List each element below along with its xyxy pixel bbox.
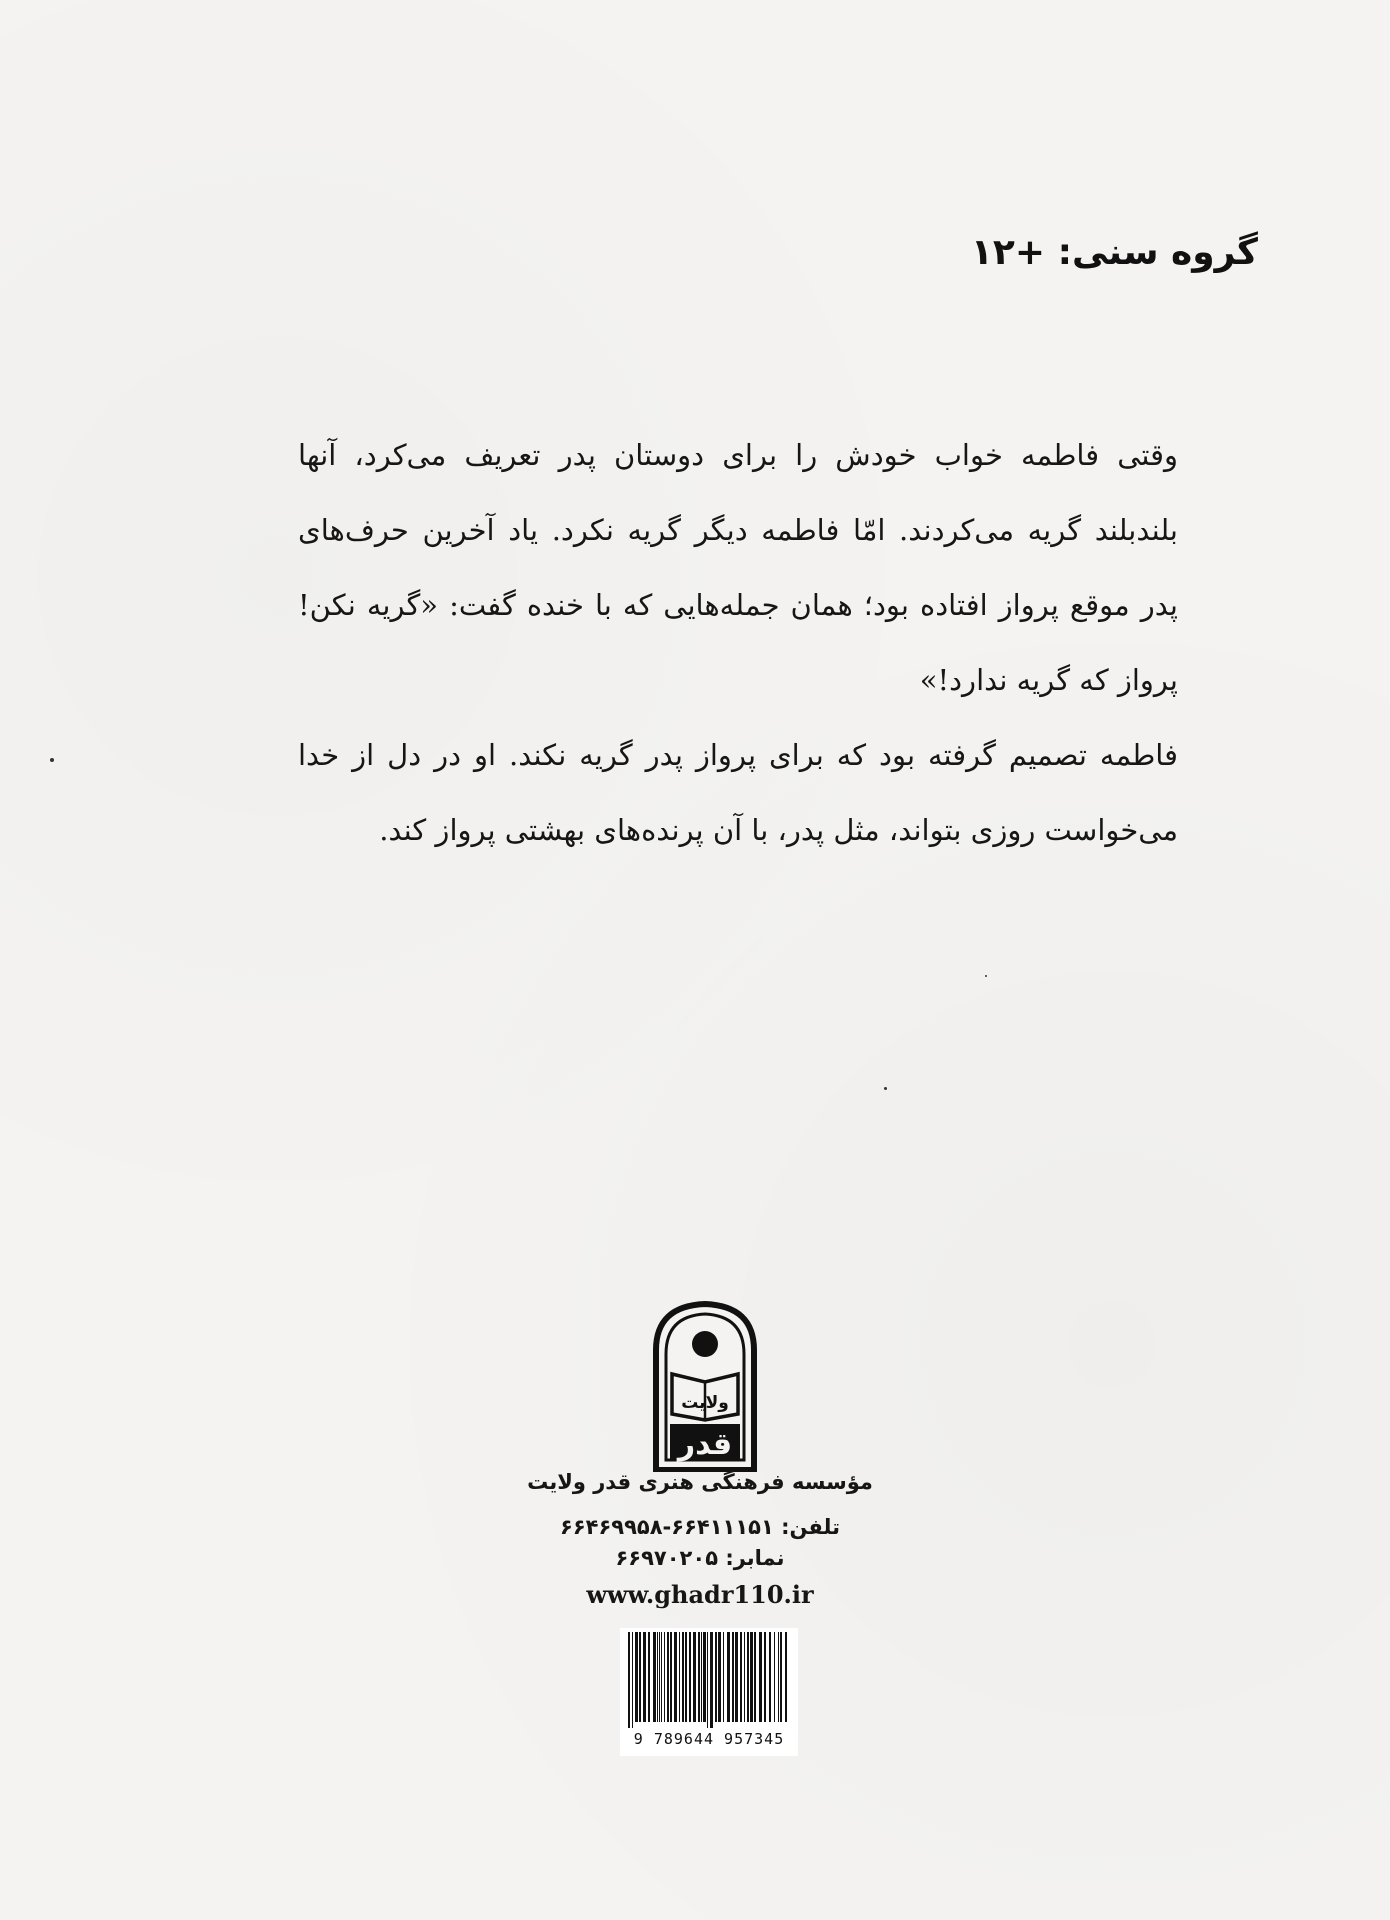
barcode-bar [632, 1632, 633, 1728]
barcode-bar [667, 1632, 669, 1722]
barcode-bar [723, 1632, 724, 1722]
barcode-bar [780, 1632, 782, 1722]
barcode-bar [689, 1632, 691, 1722]
barcode-bar [643, 1632, 646, 1722]
barcode-bar [759, 1632, 762, 1722]
logo-book-text: ولایت [681, 1393, 729, 1413]
barcode-bar [693, 1632, 696, 1722]
barcode-bars [620, 1628, 798, 1728]
barcode-bar [750, 1632, 753, 1722]
barcode-bar [764, 1632, 766, 1722]
barcode-bar [715, 1632, 717, 1722]
barcode-bar [754, 1632, 756, 1722]
barcode-bar [682, 1632, 684, 1722]
barcode-bar [769, 1632, 771, 1722]
barcode-bar [670, 1632, 672, 1722]
age-group-label: گروه سنی: [1057, 232, 1258, 273]
barcode-bar [657, 1632, 658, 1722]
blurb-paragraph-2: فاطمه تصمیم گرفته بود که برای پرواز پدر گریه نکند. او در دل از خدا می‌خواست روزی بتواند، مثل پدر، با آن پرنده‌های بهشتی پرواز کند. [298, 738, 1178, 847]
age-group-value: ۱۲+ [970, 232, 1046, 273]
barcode-bar [639, 1632, 641, 1722]
barcode-bar [732, 1632, 734, 1722]
barcode-bar [659, 1632, 660, 1722]
paper-speck [884, 1087, 887, 1090]
publisher-fax: نمابر: ۶۶۹۷۰۲۰۵ [615, 1546, 785, 1570]
barcode-bar [653, 1632, 656, 1722]
isbn-number: 9 789644 957345 [620, 1730, 798, 1748]
blurb-text [298, 418, 1178, 868]
publisher-phone: تلفن: ۶۶۴۱۱۱۵۱-۶۶۴۶۹۹۵۸ [560, 1515, 840, 1539]
barcode-bar [785, 1632, 787, 1722]
barcode-bar [710, 1632, 713, 1728]
barcode-bar [664, 1632, 665, 1722]
barcode-bar [778, 1632, 779, 1722]
paper-speck [985, 975, 987, 977]
barcode-bar [628, 1632, 630, 1728]
barcode-bar [685, 1632, 687, 1722]
barcode-bar [648, 1632, 650, 1722]
ghadr-velayat-logo-icon [650, 1300, 760, 1472]
publisher-name: مؤسسه فرهنگی هنری قدر ولایت [527, 1470, 873, 1494]
barcode-bar [774, 1632, 775, 1722]
blurb-paragraph-1: وقتی فاطمه خواب خودش را برای دوستان پدر تعریف می‌کرد، آنها بلندبلند گریه می‌کردند. امّا فاطمه دیگر گریه نکرد. یاد آخرین حرف‌های پدر موقع پرواز افتاده بود؛ همان جمله‌هایی که با خنده گفت: «گریه نکن! پرواز که گریه ندارد!» [298, 438, 1178, 697]
barcode-bar [718, 1632, 721, 1722]
barcode-bar [635, 1632, 638, 1722]
age-group [971, 232, 1258, 273]
paper-speck [50, 758, 54, 762]
publisher-website: www.ghadr110.ir [586, 1580, 814, 1609]
barcode-bar [747, 1632, 749, 1722]
barcode-bar [674, 1632, 677, 1722]
barcode-bar [740, 1632, 742, 1722]
barcode-bar [701, 1632, 702, 1722]
barcode-bar [707, 1632, 708, 1728]
barcode-bar [698, 1632, 700, 1722]
logo-wordmark: قدر [677, 1427, 733, 1462]
barcode-bar [735, 1632, 738, 1722]
barcode-bar [661, 1632, 662, 1722]
barcode-bar [744, 1632, 745, 1722]
logo-graphic [650, 1300, 760, 1472]
barcode-bar [679, 1632, 680, 1722]
barcode-bar [703, 1632, 706, 1722]
barcode-bar [727, 1632, 730, 1722]
